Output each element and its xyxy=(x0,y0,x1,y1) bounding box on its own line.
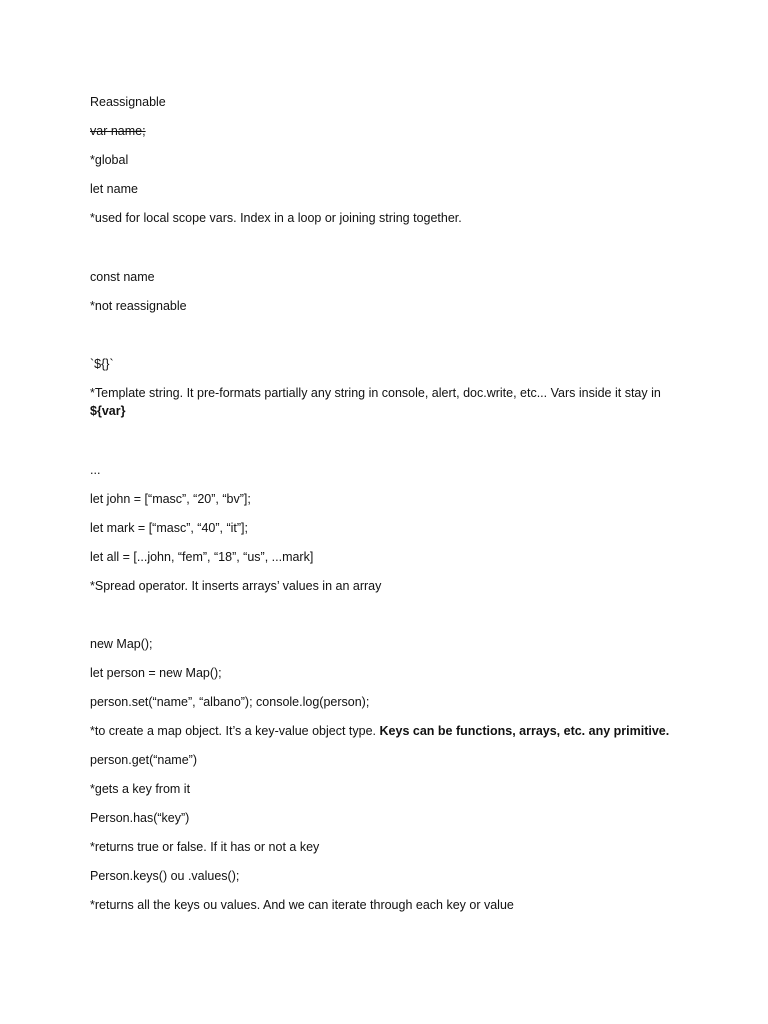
map-object-note-text: *to create a map object. It’s a key-value object type. xyxy=(90,724,380,738)
person-keys-line: Person.keys() ou .values(); xyxy=(90,869,240,883)
person-set-line: person.set(“name”, “albano”); console.log(person); xyxy=(90,695,370,709)
template-string-note: *Template string. It pre-formats partially any string in console, alert, doc.write, etc... Vars inside it stay in xyxy=(90,386,661,400)
heading-reassignable: Reassignable xyxy=(90,95,166,109)
let-mark-line: let mark = [“masc”, “40”, “it”]; xyxy=(90,521,249,535)
let-all-line: let all = [...john, “fem”, “18”, “us”, ...mark] xyxy=(90,550,314,564)
let-person-line: let person = new Map(); xyxy=(90,666,222,680)
keys-values-note: *returns all the keys ou values. And we can iterate through each key or value xyxy=(90,898,514,912)
not-reassignable-note: *not reassignable xyxy=(90,299,187,313)
map-object-note xyxy=(90,722,690,740)
var-name-line: var name; xyxy=(90,124,146,138)
let-john-line: let john = [“masc”, “20”, “bv”]; xyxy=(90,492,251,506)
let-name-line: let name xyxy=(90,182,138,196)
has-key-note: *returns true or false. If it has or not a key xyxy=(90,840,320,854)
spread-syntax: ... xyxy=(90,463,101,477)
const-name-line: const name xyxy=(90,270,155,284)
global-note: *global xyxy=(90,153,129,167)
template-var-example: ${var} xyxy=(90,404,126,418)
let-scope-note: *used for local scope vars. Index in a loop or joining string together. xyxy=(90,211,462,225)
person-has-line: Person.has(“key”) xyxy=(90,811,190,825)
map-keys-bold-text: Keys can be functions, arrays, etc. any primitive. xyxy=(379,724,670,738)
new-map-line: new Map(); xyxy=(90,637,153,651)
person-get-line: person.get(“name”) xyxy=(90,753,197,767)
get-key-note: *gets a key from it xyxy=(90,782,191,796)
template-string-syntax: `${}` xyxy=(90,357,114,371)
spread-operator-note: *Spread operator. It inserts arrays’ values in an array xyxy=(90,579,382,593)
